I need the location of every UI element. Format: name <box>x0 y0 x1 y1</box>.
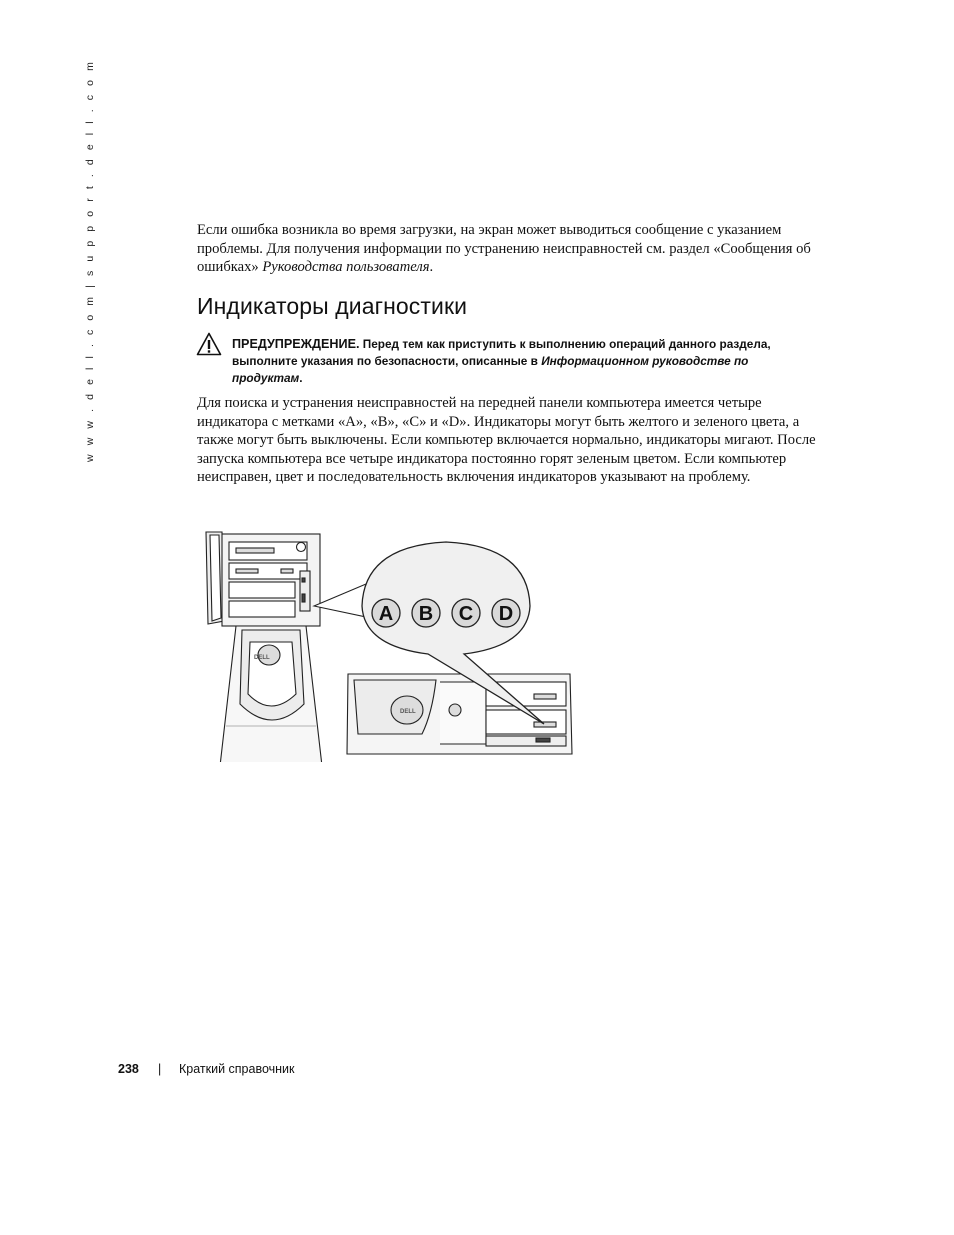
intro-text: Если ошибка возникла во время загрузки, на экран может выводиться сообщение с указанием проблемы. Для получения информации по устранению неисправностей см. раздел «Сообщения об ошибках» <box>197 222 811 276</box>
footer-separator: | <box>158 1062 162 1076</box>
intro-end: . <box>429 259 434 276</box>
warning-end: . <box>299 371 303 385</box>
tower-logo: DELL <box>254 655 270 661</box>
warning-icon <box>196 332 222 356</box>
tower-computer <box>206 532 322 762</box>
indicator-c-label: C <box>458 603 474 625</box>
page-number: 238 <box>118 1062 139 1076</box>
indicator-b-label: B <box>418 603 434 625</box>
warning-italic: Информационном руководстве по продуктам <box>232 354 749 385</box>
intro-paragraph <box>197 221 817 277</box>
warning-text: Перед тем как приступить к выполнению операций данного раздела, выполните указания по безопасности, описанные в <box>232 337 771 368</box>
indicator-a-label: A <box>378 603 394 625</box>
desktop-logo: DELL <box>400 709 416 715</box>
indicator-d-label: D <box>498 603 514 625</box>
warning-block <box>232 336 792 387</box>
desktop-computer <box>347 674 572 754</box>
indicators-paragraph: Для поиска и устранения неисправностей на передней панели компьютера имеется четыре индикатора с метками «A», «B», «C» и «D». Индикаторы могут быть желтого и зеленого цвета, а также могут быть выключены. Если компьютер включается нормально, индикаторы мигают. После запуска компьютера все четыре индикатора постоянно горят зеленым цветом. Если компьютер неисправен, цвет и последовательность включения индикаторов указывают на проблему. <box>197 395 816 486</box>
footer-title: Краткий справочник <box>179 1062 295 1076</box>
computer-illustration <box>196 526 588 762</box>
intro-italic: Руководства пользователя <box>262 259 430 276</box>
warning-label: ПРЕДУПРЕЖДЕНИЕ. <box>232 337 360 351</box>
side-url: w w w . d e l l . c o m | s u p p o r t . d e l l . c o m <box>84 59 96 462</box>
section-heading: Индикаторы диагностики <box>197 293 468 319</box>
